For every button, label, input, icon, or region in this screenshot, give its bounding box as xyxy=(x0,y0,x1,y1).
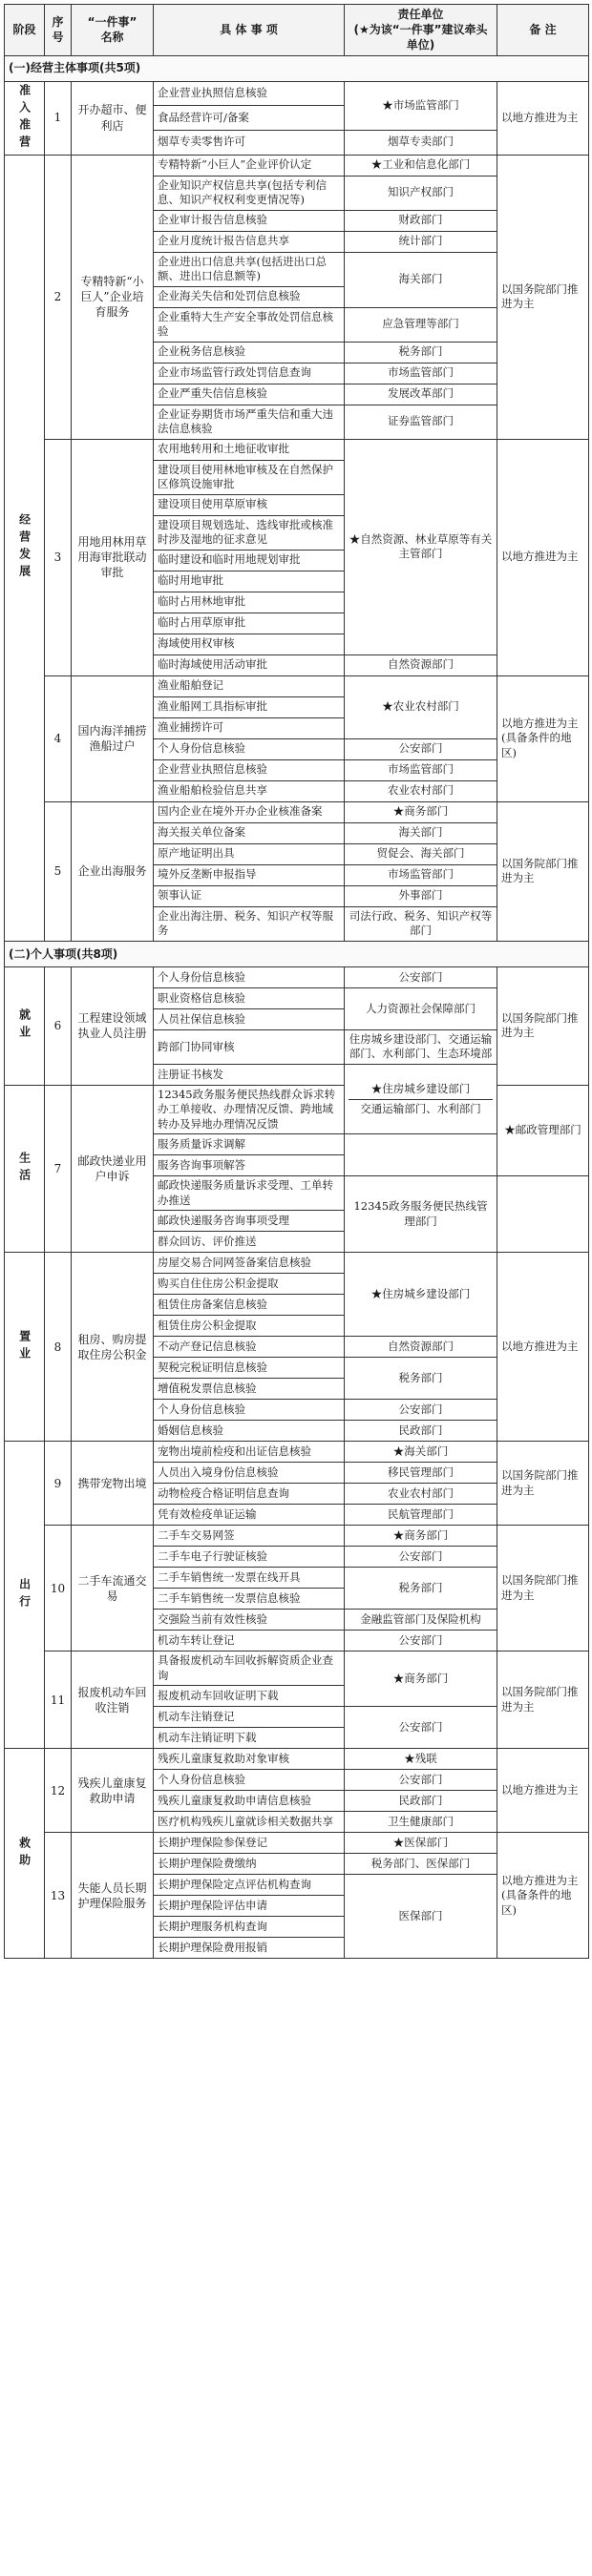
unit-text: 人力资源社会保障部门 xyxy=(366,1001,476,1015)
header-items: 具 体 事 项 xyxy=(154,5,345,56)
item-cell: 专精特新“小巨人”企业评价认定 xyxy=(154,155,345,176)
unit-cell xyxy=(345,1400,497,1421)
unit-text: 税务部门 xyxy=(398,1581,443,1595)
unit-cell xyxy=(345,1337,497,1358)
item-cell: 报废机动车回收证明下载 xyxy=(154,1686,345,1707)
unit-text: 公安部门 xyxy=(398,969,443,984)
unit-text: 外事部门 xyxy=(398,888,443,903)
event-name: 国内海洋捕捞渔船过户 xyxy=(72,675,154,801)
section-title: (二)个人事项(共8项) xyxy=(5,941,589,966)
item-cell: 渔业捕捞许可 xyxy=(154,717,345,738)
unit-cell xyxy=(345,1253,497,1337)
event-name: 邮政快递业用户申诉 xyxy=(72,1085,154,1253)
unit-text: 民航管理部门 xyxy=(388,1507,454,1522)
unit-text: 海关部门 xyxy=(398,825,443,840)
item-cell: 租赁住房备案信息核验 xyxy=(154,1295,345,1316)
item-cell: 临时用地审批 xyxy=(154,571,345,592)
unit-cell xyxy=(345,1610,497,1631)
item-cell: 残疾儿童康复救助对象审核 xyxy=(154,1749,345,1770)
unit-text: 应急管理等部门 xyxy=(382,317,459,331)
item-cell: 临时海域使用活动审批 xyxy=(154,654,345,675)
event-name: 工程建设领域执业人员注册 xyxy=(72,966,154,1085)
remark-cell: 以地方推进为主(具备条件的地区) xyxy=(497,1833,589,1959)
unit-extra-text: 交通运输部门、水利部门 xyxy=(349,1099,493,1117)
item-cell: 宠物出境前检疫和出证信息核验 xyxy=(154,1442,345,1463)
unit-text: ★残联 xyxy=(404,1752,437,1766)
item-cell: 海关报关单位备案 xyxy=(154,822,345,843)
unit-text: 公安部门 xyxy=(398,1402,443,1417)
unit-cell xyxy=(345,1652,497,1707)
item-cell: 企业海关失信和处罚信息核验 xyxy=(154,286,345,307)
item-cell: 长期护理保险评估申请 xyxy=(154,1896,345,1917)
item-cell: 跨部门协同审核 xyxy=(154,1029,345,1064)
event-name: 二手车流通交易 xyxy=(72,1526,154,1652)
unit-cell xyxy=(345,155,497,176)
unit-text: 12345政务服务便民热线管理部门 xyxy=(353,1199,488,1228)
item-cell: 群众回访、评价推送 xyxy=(154,1232,345,1253)
item-cell: 境外反垄断申报指导 xyxy=(154,864,345,885)
unit-cell xyxy=(345,738,497,759)
item-cell: 购买自住住房公积金提取 xyxy=(154,1274,345,1295)
item-cell: 动物检疫合格证明信息查询 xyxy=(154,1484,345,1505)
unit-cell xyxy=(345,1421,497,1442)
item-cell: 海域使用权审核 xyxy=(154,634,345,654)
item-cell: 医疗机构残疾儿童就诊相关数据共享 xyxy=(154,1812,345,1833)
item-cell: 具备报废机动车回收拆解资质企业查询 xyxy=(154,1652,345,1686)
item-cell: 个人身份信息核验 xyxy=(154,1770,345,1791)
item-cell: 机动车注销证明下载 xyxy=(154,1728,345,1749)
unit-text: 司法行政、税务、知识产权等部门 xyxy=(349,908,493,938)
event-number: 6 xyxy=(45,966,72,1085)
item-cell: 二手车电子行驶证核验 xyxy=(154,1547,345,1568)
remark-cell: 以地方推进为主(具备条件的地区) xyxy=(497,675,589,801)
item-cell: 烟草专卖零售许可 xyxy=(154,130,345,155)
unit-text: ★商务部门 xyxy=(392,804,449,819)
event-number: 1 xyxy=(45,81,72,155)
item-cell: 人员社保信息核验 xyxy=(154,1008,345,1029)
item-cell: 企业严重失信信息核验 xyxy=(154,384,345,405)
unit-cell xyxy=(345,780,497,801)
table-row xyxy=(5,1749,589,1770)
unit-cell xyxy=(345,1547,497,1568)
unit-cell xyxy=(345,1029,497,1064)
unit-cell xyxy=(345,363,497,384)
unit-cell xyxy=(345,801,497,822)
item-cell: 长期护理保险费用报销 xyxy=(154,1938,345,1959)
section-title-row xyxy=(5,941,589,966)
item-cell: 凭有效检疫单证运输 xyxy=(154,1505,345,1526)
item-cell: 企业审计报告信息核验 xyxy=(154,210,345,231)
item-cell: 二手车销售统一发票在线开具 xyxy=(154,1568,345,1589)
unit-cell xyxy=(345,439,497,654)
unit-text: 税务部门 xyxy=(398,1371,443,1385)
unit-cell xyxy=(345,130,497,155)
item-cell: 企业税务信息核验 xyxy=(154,342,345,363)
remark-cell: 以国务院部门推进为主 xyxy=(497,966,589,1085)
stage-cell: 生活 xyxy=(5,1085,45,1253)
unit-cell xyxy=(345,1812,497,1833)
unit-text: 烟草专卖部门 xyxy=(388,135,454,149)
stage-cell: 救助 xyxy=(5,1749,45,1959)
item-cell: 机动车转让登记 xyxy=(154,1631,345,1652)
item-cell: 长期护理保险费缴纳 xyxy=(154,1854,345,1875)
unit-cell xyxy=(345,1631,497,1652)
unit-cell xyxy=(345,231,497,252)
unit-cell xyxy=(345,1064,497,1134)
item-cell: 个人身份信息核验 xyxy=(154,738,345,759)
item-cell: 契税完税证明信息核验 xyxy=(154,1358,345,1379)
unit-text: ★海关部门 xyxy=(392,1444,449,1459)
unit-cell xyxy=(345,1358,497,1400)
unit-text: ★商务部门 xyxy=(392,1528,449,1543)
item-cell: 临时占用林地审批 xyxy=(154,592,345,613)
unit-cell xyxy=(345,1568,497,1610)
header-seq: 序 号 xyxy=(45,5,72,56)
table-row xyxy=(5,1442,589,1463)
unit-cell xyxy=(345,1833,497,1854)
unit-text: 金融监管部门及保险机构 xyxy=(360,1612,481,1627)
table-row xyxy=(5,1526,589,1547)
item-cell: 领事认证 xyxy=(154,885,345,906)
unit-cell xyxy=(345,1176,497,1253)
unit-text: ★农业农村部门 xyxy=(382,699,459,714)
unit-cell xyxy=(345,1854,497,1875)
unit-text: ★市场监管部门 xyxy=(382,97,459,112)
unit-text: 海关部门 xyxy=(398,272,443,286)
unit-text: ★医保部门 xyxy=(392,1836,449,1850)
unit-cell xyxy=(345,675,497,738)
unit-cell xyxy=(345,822,497,843)
item-cell: 个人身份信息核验 xyxy=(154,966,345,987)
header-remark: 备 注 xyxy=(497,5,589,56)
item-cell: 12345政务服务便民热线群众诉求转办工单接收、办理情况反馈、跨地域转办及异地办理情况反馈 xyxy=(154,1085,345,1134)
item-cell: 个人身份信息核验 xyxy=(154,1400,345,1421)
item-cell: 机动车注销登记 xyxy=(154,1707,345,1728)
event-number: 4 xyxy=(45,675,72,801)
unit-text: ★住房城乡建设部门 xyxy=(370,1082,471,1096)
unit-cell xyxy=(345,966,497,987)
unit-cell xyxy=(345,1770,497,1791)
event-number: 7 xyxy=(45,1085,72,1253)
item-cell: 企业营业执照信息核验 xyxy=(154,81,345,106)
unit-cell xyxy=(345,1484,497,1505)
unit-cell xyxy=(345,864,497,885)
item-cell: 建设项目使用草原审核 xyxy=(154,494,345,515)
item-cell: 渔业船网工具指标审批 xyxy=(154,696,345,717)
event-name: 报废机动车回收注销 xyxy=(72,1652,154,1749)
unit-cell xyxy=(345,1463,497,1484)
item-cell: 企业证券期货市场严重失信和重大违法信息核验 xyxy=(154,405,345,439)
stage-cell: 出行 xyxy=(5,1442,45,1749)
unit-text: 住房城乡建设部门、交通运输部门、水利部门、生态环境部 xyxy=(349,1031,493,1061)
table-row xyxy=(5,439,589,460)
unit-text: 公安部门 xyxy=(398,1773,443,1787)
item-cell: 企业月度统计报告信息共享 xyxy=(154,231,345,252)
item-cell: 不动产登记信息核验 xyxy=(154,1337,345,1358)
remark-cell: 以地方推进为主 xyxy=(497,439,589,675)
item-cell: 农用地转用和土地征收审批 xyxy=(154,439,345,460)
item-cell: 服务质量诉求调解 xyxy=(154,1134,345,1155)
unit-cell xyxy=(345,759,497,780)
unit-cell xyxy=(345,405,497,439)
event-name: 用地用林用草用海审批联动审批 xyxy=(72,439,154,675)
section-title-row xyxy=(5,55,589,81)
unit-text: 市场监管部门 xyxy=(388,867,454,882)
unit-cell xyxy=(345,252,497,307)
item-cell: 长期护理保险参保登记 xyxy=(154,1833,345,1854)
unit-cell xyxy=(345,654,497,675)
unit-text: 证券监管部门 xyxy=(388,414,454,428)
unit-text: 贸促会、海关部门 xyxy=(376,846,465,861)
item-cell: 二手车销售统一发票信息核验 xyxy=(154,1589,345,1610)
event-number: 8 xyxy=(45,1253,72,1442)
unit-text: 税务部门、医保部门 xyxy=(370,1857,471,1871)
item-cell: 建设项目使用林地审核及在自然保护区修筑设施审批 xyxy=(154,460,345,494)
item-cell: 临时建设和临时用地规划审批 xyxy=(154,550,345,571)
event-number: 10 xyxy=(45,1526,72,1652)
table-row xyxy=(5,155,589,176)
stage-cell: 经营发展 xyxy=(5,155,45,941)
unit-text: 税务部门 xyxy=(398,344,443,359)
unit-text: ★商务部门 xyxy=(392,1672,449,1686)
unit-cell xyxy=(345,987,497,1029)
unit-cell xyxy=(345,1505,497,1526)
event-name: 残疾儿童康复救助申请 xyxy=(72,1749,154,1833)
item-cell: 企业出海注册、税务、知识产权等服务 xyxy=(154,906,345,941)
unit-text: 市场监管部门 xyxy=(388,365,454,380)
unit-cell xyxy=(345,1526,497,1547)
item-cell: 租赁住房公积金提取 xyxy=(154,1316,345,1337)
stage-cell: 准入准营 xyxy=(5,81,45,155)
unit-text: 统计部门 xyxy=(398,234,443,248)
remark-cell: 以地方推进为主 xyxy=(497,1749,589,1833)
unit-cell xyxy=(345,81,497,130)
unit-text: 民政部门 xyxy=(398,1794,443,1808)
item-cell: 长期护理服务机构查询 xyxy=(154,1917,345,1938)
unit-cell xyxy=(345,843,497,864)
unit-cell xyxy=(345,307,497,342)
event-number: 13 xyxy=(45,1833,72,1959)
unit-text: 公安部门 xyxy=(398,1633,443,1648)
table-row xyxy=(5,675,589,696)
unit-text: 公安部门 xyxy=(398,741,443,756)
item-cell: 人员出入境身份信息核验 xyxy=(154,1463,345,1484)
table-row xyxy=(5,1253,589,1274)
unit-cell xyxy=(345,1707,497,1749)
unit-text: ★自然资源、林业草原等有关主管部门 xyxy=(349,531,493,561)
item-cell: 企业市场监管行政处罚信息查询 xyxy=(154,363,345,384)
item-cell: 邮政快递服务咨询事项受理 xyxy=(154,1211,345,1232)
unit-cell xyxy=(345,210,497,231)
unit-cell xyxy=(345,342,497,363)
table-row xyxy=(5,1085,589,1134)
item-cell: 临时占用草原审批 xyxy=(154,613,345,634)
unit-text: 公安部门 xyxy=(398,1549,443,1564)
unit-text: 市场监管部门 xyxy=(388,762,454,777)
table-row xyxy=(5,1833,589,1854)
item-cell: 婚姻信息核验 xyxy=(154,1421,345,1442)
unit-text: ★工业和信息化部门 xyxy=(370,157,471,172)
section-title: (一)经营主体事项(共5项) xyxy=(5,55,589,81)
unit-text: 卫生健康部门 xyxy=(388,1815,454,1829)
item-cell: 职业资格信息核验 xyxy=(154,987,345,1008)
unit-cell xyxy=(345,1442,497,1463)
unit-text: ★住房城乡建设部门 xyxy=(370,1287,471,1301)
table-row xyxy=(5,801,589,822)
header-stage: 阶段 xyxy=(5,5,45,56)
unit-text: 公安部门 xyxy=(398,1720,443,1735)
unit-cell xyxy=(345,1749,497,1770)
unit-text: 财政部门 xyxy=(398,213,443,227)
unit-cell xyxy=(345,1791,497,1812)
event-name: 租房、购房提取住房公积金 xyxy=(72,1253,154,1442)
item-cell: 增值税发票信息核验 xyxy=(154,1379,345,1400)
unit-text: 知识产权部门 xyxy=(388,185,454,199)
remark-cell: 以国务院部门推进为主 xyxy=(497,1526,589,1652)
table-row xyxy=(5,966,589,987)
unit-text: 发展改革部门 xyxy=(388,386,454,401)
remark-cell: 以国务院部门推进为主 xyxy=(497,801,589,941)
event-name: 携带宠物出境 xyxy=(72,1442,154,1526)
unit-cell xyxy=(345,885,497,906)
header-unit: 责任单位 (★为该“一件事”建议牵头单位) xyxy=(345,5,497,56)
event-number: 11 xyxy=(45,1652,72,1749)
unit-cell xyxy=(497,1085,589,1176)
item-cell: 渔业船舶检验信息共享 xyxy=(154,780,345,801)
table-header-row xyxy=(5,5,589,56)
remark-cell: 以国务院部门推进为主 xyxy=(497,1652,589,1749)
unit-text: 农业农村部门 xyxy=(388,1486,454,1501)
item-cell: 长期护理保险定点评估机构查询 xyxy=(154,1875,345,1896)
policy-table xyxy=(4,4,589,1959)
item-cell: 企业重特大生产安全事故处罚信息核验 xyxy=(154,307,345,342)
event-number: 3 xyxy=(45,439,72,675)
unit-cell xyxy=(345,1875,497,1959)
event-name: 专精特新“小巨人”企业培育服务 xyxy=(72,155,154,439)
unit-text: 民政部门 xyxy=(398,1423,443,1438)
stage-cell: 就业 xyxy=(5,966,45,1085)
remark-cell: 以国务院部门推进为主 xyxy=(497,1442,589,1526)
event-number: 12 xyxy=(45,1749,72,1833)
event-name: 失能人员长期护理保险服务 xyxy=(72,1833,154,1959)
table-body xyxy=(5,55,589,1959)
remark-cell: 以国务院部门推进为主 xyxy=(497,155,589,439)
event-name: 开办超市、便利店 xyxy=(72,81,154,155)
header-event: “一件事” 名称 xyxy=(72,5,154,56)
remark-cell: 以地方推进为主 xyxy=(497,81,589,155)
unit-text: ★邮政管理部门 xyxy=(504,1123,581,1137)
event-number: 9 xyxy=(45,1442,72,1526)
event-name: 企业出海服务 xyxy=(72,801,154,941)
event-number: 5 xyxy=(45,801,72,941)
item-cell: 建设项目规划选址、选线审批或核准时涉及湿地的征求意见 xyxy=(154,515,345,550)
item-cell: 原产地证明出具 xyxy=(154,843,345,864)
unit-text: 自然资源部门 xyxy=(388,657,454,672)
unit-cell xyxy=(345,176,497,210)
unit-text: 自然资源部门 xyxy=(388,1340,454,1354)
item-cell: 食品经营许可/备案 xyxy=(154,106,345,131)
unit-cell xyxy=(345,906,497,941)
item-cell: 企业营业执照信息核验 xyxy=(154,759,345,780)
unit-cell xyxy=(345,384,497,405)
table-row xyxy=(5,81,589,106)
item-cell: 残疾儿童康复救助申请信息核验 xyxy=(154,1791,345,1812)
item-cell: 注册证书核发 xyxy=(154,1064,345,1085)
unit-text: 医保部门 xyxy=(398,1909,443,1923)
unit-text: 移民管理部门 xyxy=(388,1465,454,1480)
remark-cell: 以地方推进为主 xyxy=(497,1253,589,1442)
item-cell: 房屋交易合同网签备案信息核验 xyxy=(154,1253,345,1274)
item-cell: 企业知识产权信息共享(包括专利信息、知识产权权利变更情况等) xyxy=(154,176,345,210)
item-cell: 服务咨询事项解答 xyxy=(154,1155,345,1176)
item-cell: 渔业船舶登记 xyxy=(154,675,345,696)
stage-cell: 置业 xyxy=(5,1253,45,1442)
event-number: 2 xyxy=(45,155,72,439)
unit-text: 农业农村部门 xyxy=(388,783,454,798)
item-cell: 交强险当前有效性核验 xyxy=(154,1610,345,1631)
item-cell: 企业进出口信息共享(包括进出口总额、进出口信息额等) xyxy=(154,252,345,286)
table-row xyxy=(5,1652,589,1686)
item-cell: 邮政快递服务质量诉求受理、工单转办推送 xyxy=(154,1176,345,1211)
item-cell: 二手车交易网签 xyxy=(154,1526,345,1547)
item-cell: 国内企业在境外开办企业核准备案 xyxy=(154,801,345,822)
